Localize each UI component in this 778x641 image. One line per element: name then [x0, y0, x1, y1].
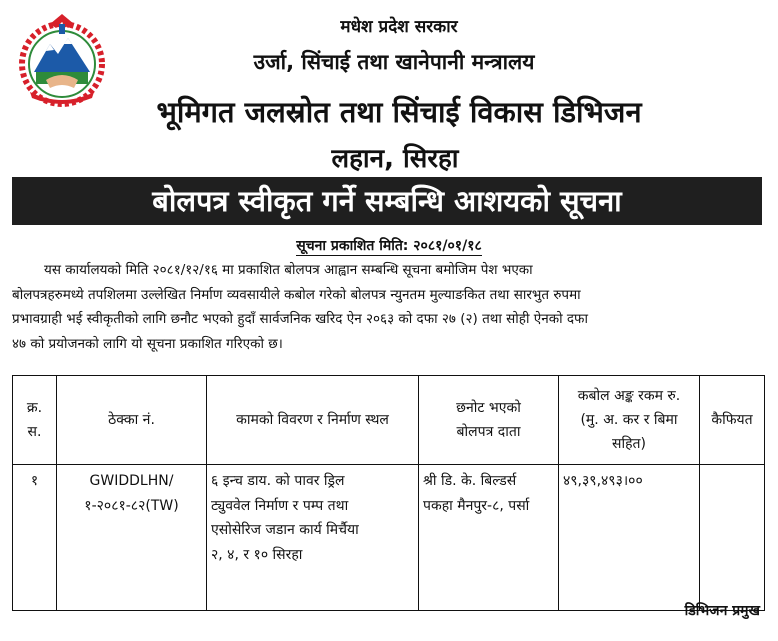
- table-row: [13, 465, 765, 611]
- cell-work: ६ इन्च डाय. को पावर ड्रिल ट्युववेल निर्माण र पम्प तथा एसोसेरिज जडान कार्य मिर्चैया २, ४, र १० सिरहा: [207, 465, 419, 611]
- signature-title: डिभिजन प्रमुख: [684, 603, 760, 619]
- office-location: लहान, सिरहा: [331, 144, 459, 174]
- body-line: प्रभावग्राही भई स्वीकृतीको लागि छनौट भएको हुदाँ सार्वजनिक खरिद ऐन २०६३ को दफा २७ (२) तथा सोही ऐनको दफा: [12, 311, 588, 327]
- col-header-remarks: कैफियत: [700, 376, 765, 465]
- cell-sn: १: [13, 465, 57, 611]
- col-header-work: कामको विवरण र निर्माण स्थल: [207, 376, 419, 465]
- publish-date-label: सूचना प्रकाशित मिति:: [296, 238, 409, 254]
- cell-bidder: श्री डि. के. बिल्डर्स पकहा मैनपुर-८, पर्सा: [419, 465, 559, 611]
- cell-amount: ४९,३९,४९३।००: [559, 465, 700, 611]
- col-header-bidder: छनोट भएको बोलपत्र दाता: [419, 376, 559, 465]
- notice-body: [12, 258, 762, 356]
- table-header-row: [13, 376, 765, 465]
- publish-date-line: [0, 236, 778, 255]
- publish-date-value: २०८१/०१/१८: [413, 238, 482, 254]
- notice-title-banner: बोलपत्र स्वीकृत गर्ने सम्बन्धि आशयको सूचना: [12, 177, 762, 225]
- body-line: ४७ को प्रयोजनको लागि यो सूचना प्रकाशित गरिएको छ।: [12, 335, 283, 352]
- col-header-contract: ठेक्का नं.: [57, 376, 207, 465]
- selected-bid-table: [12, 375, 765, 611]
- government-name: मधेश प्रदेश सरकार: [340, 17, 458, 37]
- cell-remarks: [700, 465, 765, 611]
- col-header-amount: कबोल अङ्क रकम रु. (मु. अ. कर र बिमा सहित): [559, 376, 700, 465]
- body-line: बोलपत्रहरुमध्ये तपशिलमा उल्लेखित निर्माण व्यवसायीले कबोल गरेको बोलपत्र न्युनतम मुल्याङकित तथा सारभुत रुपमा: [12, 286, 581, 303]
- body-line: यस कार्यालयको मिति २०८१/१२/१६ मा प्रकाशित बोलपत्र आह्वान सम्बन्धि सूचना बमोजिम पेश भएका: [44, 262, 533, 278]
- col-header-sn: क्र. स.: [13, 376, 57, 465]
- cell-contract: GWIDDLHN/ १-२०८१-८२(TW): [57, 465, 207, 611]
- office-name: भूमिगत जलस्रोत तथा सिंचाई विकास डिभिजन: [156, 95, 642, 129]
- ministry-name: उर्जा, सिंचाई तथा खानेपानी मन्त्रालय: [253, 50, 535, 74]
